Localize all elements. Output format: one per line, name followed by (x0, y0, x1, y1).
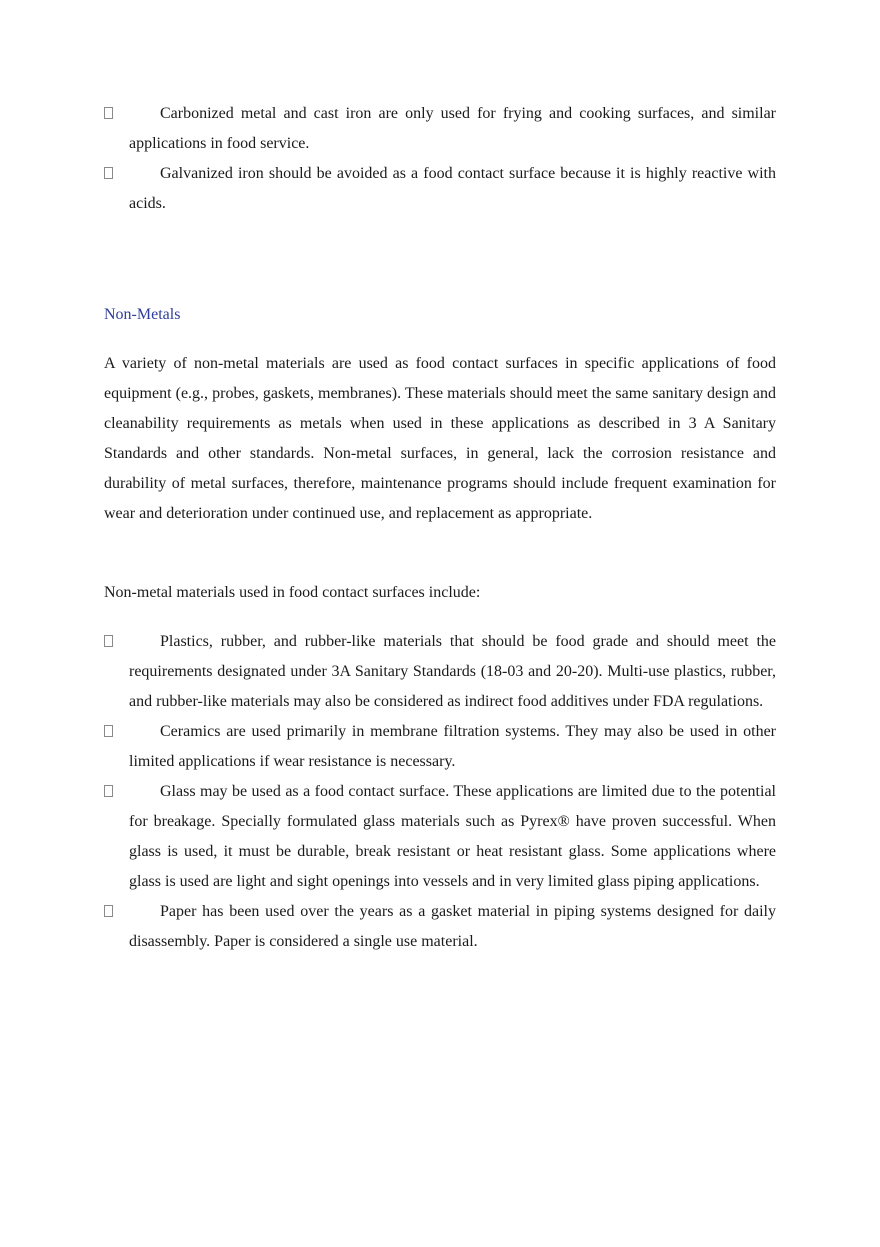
intro-paragraph: A variety of non-metal materials are used as food contact surfaces in specific applications of food equipment (e.g., probes, gaskets, membranes). These materials should meet the same sanitary design and cleanability requirements as metals when used in these applications as described in 3 A Sanitary Standards and other standards. Non-metal surfaces, in general, lack the corrosion resistance and durability of metal surfaces, therefore, maintenance programs should include frequent examination for wear and deterioration under continued use, and replacement as appropriate. (104, 355, 776, 522)
metals-bullet-list (104, 99, 776, 219)
list-item (104, 777, 776, 897)
bullet-box-icon (104, 905, 113, 917)
list-item-text: Paper has been used over the years as a gasket material in piping systems designed for daily disassembly. Paper is considered a single use material. (129, 903, 776, 950)
bullet-box-icon (104, 635, 113, 647)
list-item (104, 897, 776, 957)
list-item-text: Glass may be used as a food contact surface. These applications are limited due to the potential for breakage. Specially formulated glass materials such as Pyrex® have proven successful. When glass is used, it must be durable, break resistant or heat resistant glass. Some applications where glass is used are light and sight openings into vessels and in very limited glass piping applications. (129, 783, 776, 890)
list-item-text: Carbonized metal and cast iron are only used for frying and cooking surfaces, and similar applications in food service. (129, 105, 776, 152)
bullet-box-icon (104, 725, 113, 737)
bullet-box-icon (104, 785, 113, 797)
bullet-box-icon (104, 107, 113, 119)
section-heading: Non-Metals (104, 306, 181, 323)
nonmetals-bullet-list (104, 627, 776, 957)
list-item (104, 99, 776, 159)
list-intro-paragraph: Non-metal materials used in food contact surfaces include: (104, 584, 481, 601)
list-item-text: Galvanized iron should be avoided as a food contact surface because it is highly reactive with acids. (129, 165, 776, 212)
list-item-text: Ceramics are used primarily in membrane filtration systems. They may also be used in other limited applications if wear resistance is necessary. (129, 723, 776, 770)
list-item (104, 717, 776, 777)
list-item (104, 159, 776, 219)
bullet-box-icon (104, 167, 113, 179)
list-item (104, 627, 776, 717)
list-item-text: Plastics, rubber, and rubber-like materials that should be food grade and should meet the requirements designated under 3A Sanitary Standards (18-03 and 20-20). Multi-use plastics, rubber, and rubber-like materials may also be considered as indirect food additives under FDA regulations. (129, 633, 776, 710)
